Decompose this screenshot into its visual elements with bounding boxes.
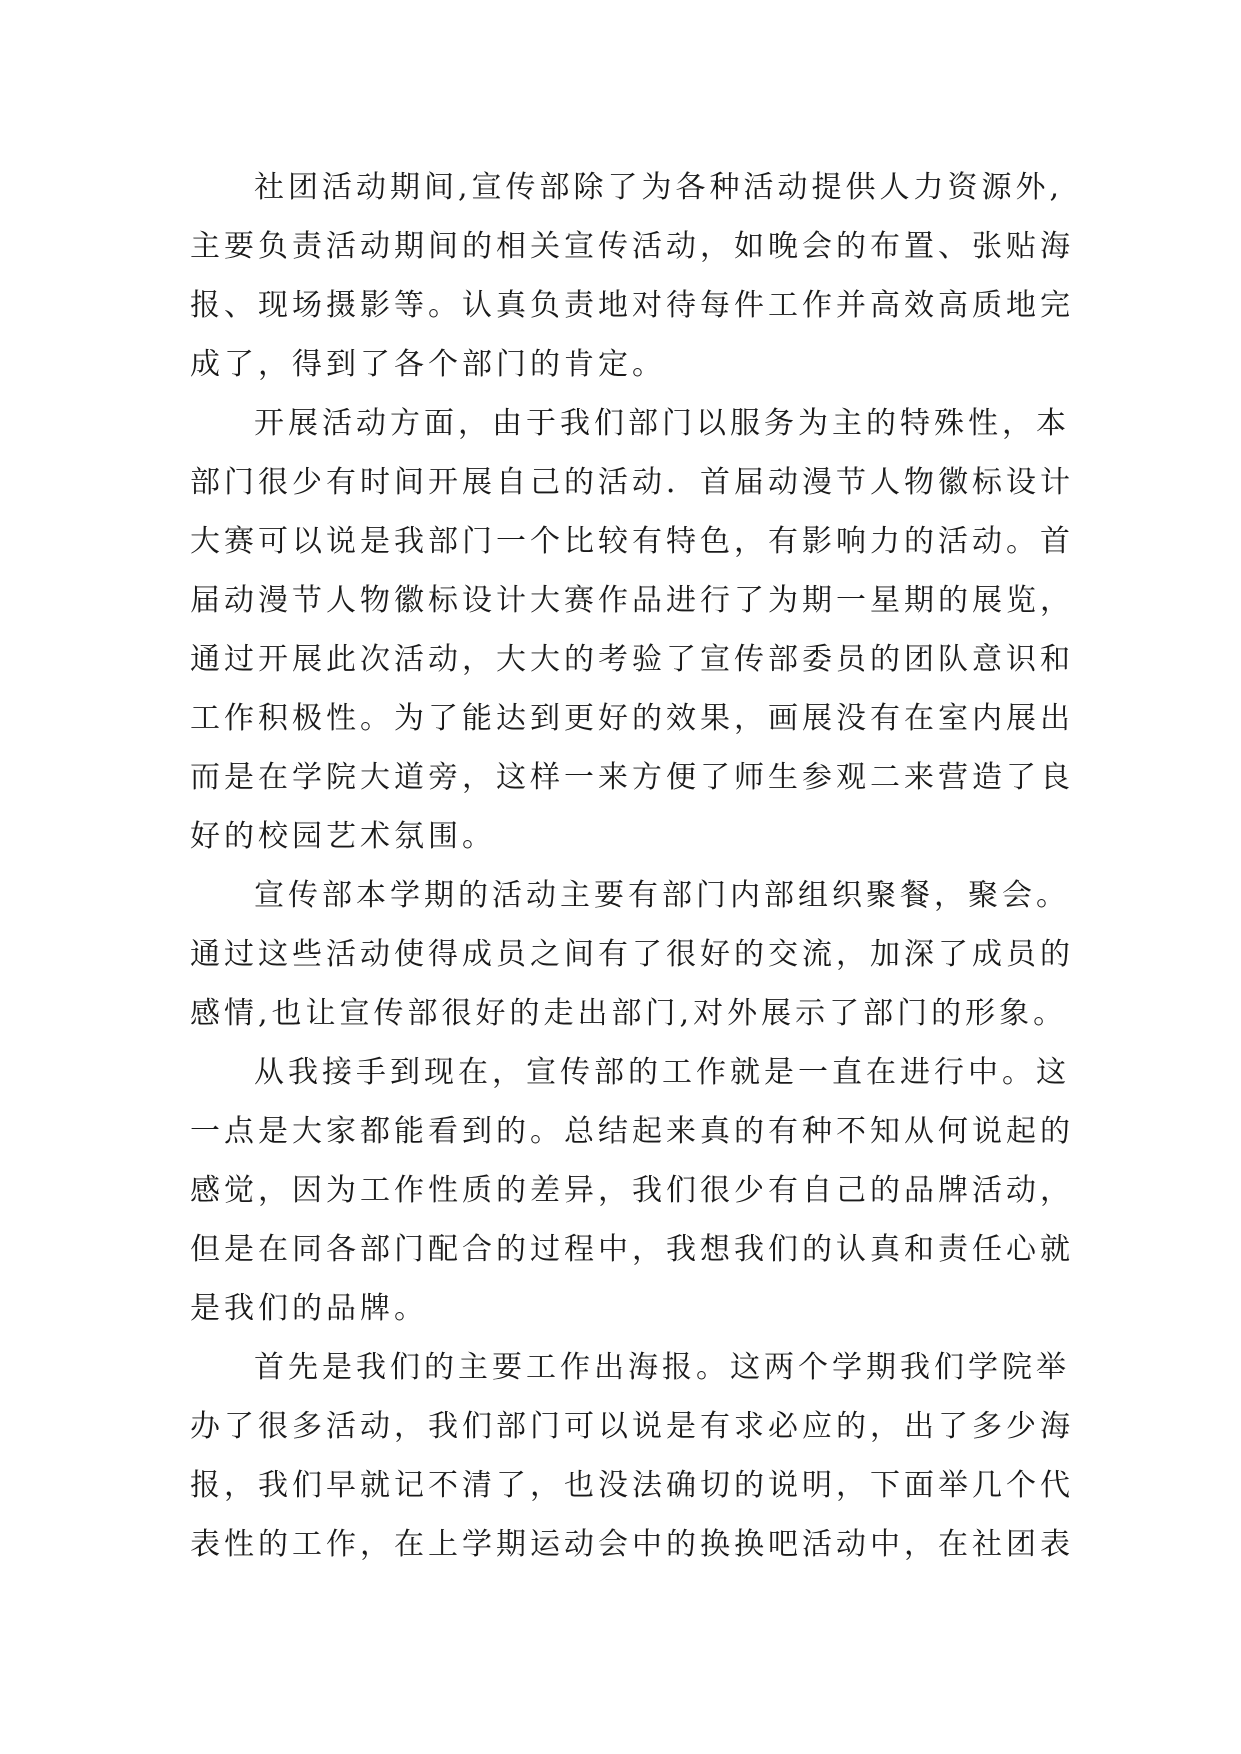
- text-line: 报，我们早就记不清了，也没法确切的说明，下面举几个代: [190, 1468, 1074, 1503]
- paragraph-5: [190, 1338, 1080, 1574]
- text-line: 工作积极性。为了能达到更好的效果，画展没有在室内展出: [190, 701, 1074, 736]
- text-line: 宣传部本学期的活动主要有部门内部组织聚餐，聚会。: [254, 878, 1070, 913]
- document-body: [190, 158, 1080, 1574]
- text-line: 好的校园艺术氛围。: [190, 819, 496, 854]
- paragraph-4: [190, 1043, 1080, 1338]
- text-line: 部门很少有时间开展自己的活动．首届动漫节人物徽标设计: [190, 465, 1074, 500]
- text-line: 是我们的品牌。: [190, 1291, 428, 1326]
- text-line: 从我接手到现在，宣传部的工作就是一直在进行中。这: [254, 1055, 1070, 1090]
- paragraph-2: [190, 394, 1080, 866]
- text-line: 表性的工作，在上学期运动会中的换换吧活动中，在社团表: [190, 1527, 1074, 1562]
- text-line: 大赛可以说是我部门一个比较有特色，有影响力的活动。首: [190, 524, 1074, 559]
- text-line: 届动漫节人物徽标设计大赛作品进行了为期一星期的展览，: [190, 583, 1074, 618]
- paragraph-3: [190, 866, 1080, 1043]
- text-line: 办了很多活动，我们部门可以说是有求必应的，出了多少海: [190, 1409, 1074, 1444]
- text-line: 而是在学院大道旁，这样一来方便了师生参观二来营造了良: [190, 760, 1074, 795]
- text-line: 首先是我们的主要工作出海报。这两个学期我们学院举: [254, 1350, 1070, 1385]
- text-line: 成了，得到了各个部门的肯定。: [190, 347, 666, 382]
- text-line: 感情,也让宣传部很好的走出部门,对外展示了部门的形象。: [190, 996, 1068, 1031]
- text-line: 通过这些活动使得成员之间有了很好的交流，加深了成员的: [190, 937, 1074, 972]
- text-line: 感觉，因为工作性质的差异，我们很少有自己的品牌活动，: [190, 1173, 1074, 1208]
- text-line: 报、现场摄影等。认真负责地对待每件工作并高效高质地完: [190, 288, 1074, 323]
- text-line: 但是在同各部门配合的过程中，我想我们的认真和责任心就: [190, 1232, 1074, 1267]
- text-line: 通过开展此次活动，大大的考验了宣传部委员的团队意识和: [190, 642, 1074, 677]
- text-line: 开展活动方面，由于我们部门以服务为主的特殊性，本: [254, 406, 1070, 441]
- paragraph-1: [190, 158, 1080, 394]
- text-line: 主要负责活动期间的相关宣传活动，如晚会的布置、张贴海: [190, 229, 1074, 264]
- text-line: 社团活动期间,宣传部除了为各种活动提供人力资源外,: [254, 170, 1064, 205]
- text-line: 一点是大家都能看到的。总结起来真的有种不知从何说起的: [190, 1114, 1074, 1149]
